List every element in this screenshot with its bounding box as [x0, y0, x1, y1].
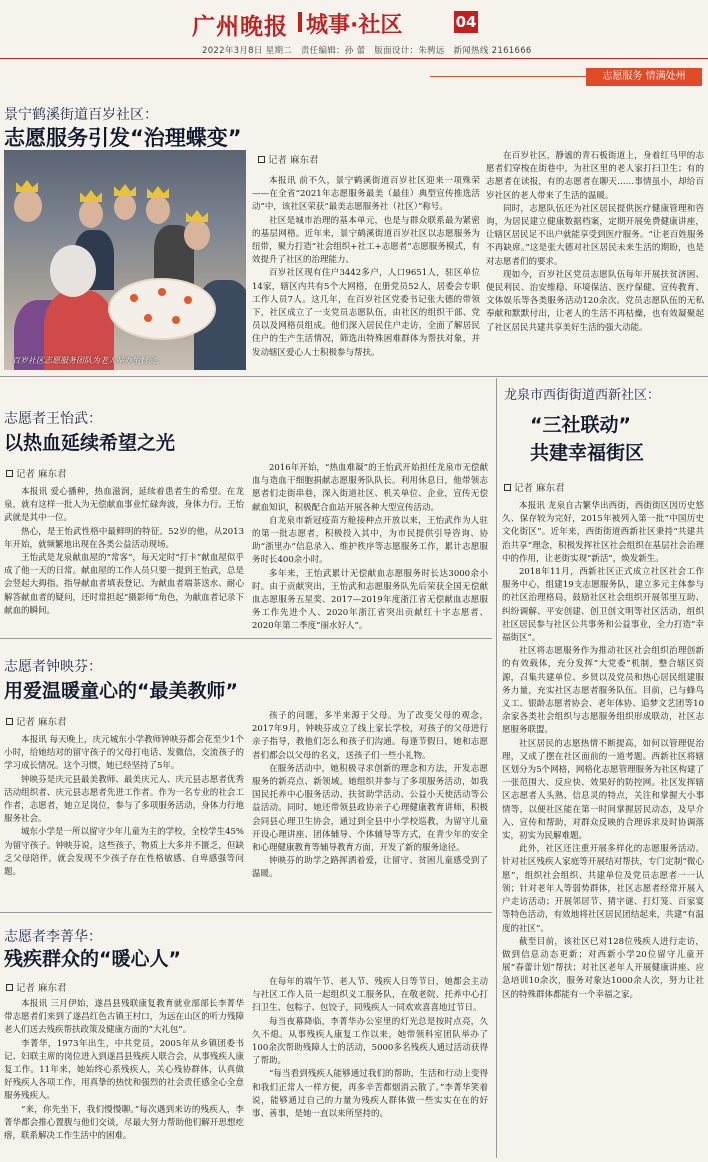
a1-column-1	[252, 175, 480, 370]
a5-paragraph: 此外，社区还注重开展多样化的志愿服务活动。针对社区残疾人家庭等开展结对帮扶，专门定制“微心愿”，组织社会组织、共建单位及党员志愿者一一认领；针对老年人等弱势群体，社区志愿者经常开展入户走访活动；开展邻居节、猜字谜、打灯笼、百家宴等特色活动，有效地将社区居民团结起来，共建“有温度的社区”。	[502, 844, 704, 934]
a3-paragraph: 在服务活动中，她积极寻求创新的理念和方法，开发志愿服务的新亮点、新领域。她组织并参与了多项服务活动，如我国民托养中心服务活动、扶贫助学活动、公益小天使活动等公益活动。同时，她还带领县政协亲子心理健康教育讲师，积极会同县心理卫生协会，通过到全县中小学校巡教，为留守儿童开设心理讲座、团体辅导、个体辅导等方式，在青少年的安全和心理健康教育等辅导教育方面，开发了新的服务途径。	[252, 763, 488, 854]
a5-paragraph: 社区居民的志愿热情不断提高，如何以管理促治理，又成了摆在社区面前的一道考题。西新社区将辖区划分为5个网格，网格化志愿管理服务为社区构建了一张范围大、反应快、效果好的防控网。社区发挥辖区志愿者人头熟、信息灵的特点，关注和掌握大小事情等，以便社区能在第一时间掌握居民动态，及早介入、宣传和帮助，对群众反映的合理诉求及时协调落实，初实为民解难题。	[502, 738, 704, 842]
birthday-party-photo	[4, 150, 246, 370]
a1-paragraph: 同时，志愿队伍还为社区居民提供医疗健康管理和咨询，为居民建立健康数据档案，定期开展免费健康讲座，让辖区居民足不出户就能享受到医疗服务。“让老百姓服务不再缺席。”这是张大德对社区居民未来生活的期盼，也是对志愿者们的要求。	[486, 203, 704, 267]
a3-subtitle: 志愿者钟映芬：	[4, 659, 102, 675]
a1-paragraph: 在百岁社区，静谧的青石板街道上，身着红马甲的志愿者们穿梭在街巷中，为社区里的老人家打扫卫生；有的志愿者在读报，有的志愿者在聊天……事情虽小，却给百岁社区的老人带来了生活的温暖。	[486, 151, 704, 201]
section-divider	[0, 376, 708, 377]
banner-rule	[430, 76, 586, 77]
a2-paragraph: 热心，是王怡武性格中最鲜明的特征。52岁的他，从2013年开始，就频繁地出现在各类公益活动现场。	[4, 526, 244, 550]
a5-title-line1: “三社联动”	[530, 414, 631, 436]
a5-column	[502, 500, 704, 1158]
a3-reporter: 记者 麻东君	[6, 714, 67, 728]
a1-column-2	[486, 150, 704, 370]
a3-paragraph: 本报讯 每天晚上，庆元城东小学教师钟映芬都会花至少1个小时，给她结对的留守孩子的父母打电话、发微信，交流孩子的学习成长情况。这个习惯，她已经坚持了5年。	[4, 735, 244, 772]
section-divider	[0, 912, 492, 913]
header-separator	[298, 12, 302, 32]
a4-paragraph: 在每年的端午节、老人节、残疾人日等节日，她都会主动与社区工作人员一起组织义工服务队，在敬老院、托养中心打扫卫生、包粽子、包饺子，同残疾人一同欢欢喜喜地过节日。	[252, 977, 488, 1014]
a1-title: 志愿服务引发“治理蝶变”	[4, 126, 242, 150]
a5-paragraph: 2018年11月，西新社区正式成立社区社会工作服务中心，组建19支志愿服务队，建立多元主体参与的社区治理格局，鼓励社区社会组织开展邻里互助、纠纷调解、平安创建、创卫创文明等社区活动，组织社区居民参与社区公共事务和公益事业，全力打造“幸福街区”。	[502, 567, 704, 644]
a2-column-1	[4, 486, 244, 632]
a1-paragraph: 百岁社区现有住户3442多户，人口9651人，驻区单位14家，辖区内共有5个大网格，在册党员52人，居委会专职工作人员7人。这几年，在百岁社区党委书记张大德的带领下，社区成立了一支党员志愿队伍，由社区的组织干部、党员以及网格员组成。他们深入居民住户走访，全面了解居民住户的生产生活情况，筛选出特殊困难群体为帮扶对象，并发动辖区爱心人士积极参与帮扶。	[252, 268, 480, 358]
a2-paragraph: 2016年开始，“热血难凝”的王怡武开始担任龙泉市无偿献血与造血干细胞捐献志愿服务队队长。利用休息日，他带领志愿者们走街串巷，深入街道社区、机关单位、企业，宣传无偿献血知识，积极配合血站开展各种大型宣传活动。	[252, 463, 488, 513]
a4-title: 残疾群众的“暖心人”	[4, 948, 181, 970]
a5-paragraph: 本报讯 龙泉自古繁华出西街，西街街区因历史悠久、保存较为完好，2015年被列入第一批“中国历史文化街区”。近年来，西街街道西新社区秉持“共建共治共享”理念，积极发挥社区社会组织在基层社会治理中的作用，让老街实现“新活”，焕发新生。	[502, 501, 704, 564]
a5-subtitle: 龙泉市西街街道西新社区：	[504, 388, 661, 403]
a4-paragraph: 本报讯 三月伊始，遂昌县残联康复教育就业部部长李菁华带志愿者们来到了遂昌红色古镇王村口，为远在山区的听力残障老人们送去残疾帮扶政策及健康方面的“大礼包”。	[4, 999, 244, 1036]
page-number: 04	[455, 13, 477, 31]
a2-paragraph: 王怡武是龙泉献血屋的“常客”，每天定时“打卡”献血屋似乎成了他一天的日常。献血屋的工作人员只要一提到王怡武，总是会竖起大拇指。指导献血者填表登记、为献血者端茶送水、耐心解答献血者的疑问，还时常担起“摄影师”角色，为献血者记录下献血的瞬间。	[4, 553, 244, 616]
a4-column-2	[252, 976, 488, 1158]
header-rule	[0, 58, 708, 59]
a4-paragraph: “每当看到残疾人能够通过我们的帮助，生活和行动上变得和我们正常人一样方便，再多辛苦都烟消云散了。”李菁华笑着说，能够通过自己的力量为残疾人群体做一些实实在在的好事、善事，是她一直以来所坚持的。	[252, 1069, 488, 1120]
a2-column-2	[252, 462, 488, 632]
a3-title: 用爱温暖童心的“最美教师”	[4, 680, 238, 702]
a2-paragraph: 本报讯 爱心播种，热血滋润，延续着患者生的希望。在龙泉，就有这样一批人为无偿献血事业忙碌奔波，身体力行。王怡武就是其中一位。	[4, 487, 244, 524]
a5-paragraph: 截至目前，该社区已对128位残疾人进行走访，做到信息动态更新；对西新小学20位留守儿童开展“春蕾计划”帮扶；对社区老年人开展健康讲座、应急培训10余次，服务对象达1000余人次，努力让社区的特殊群体都能有一个幸福之家。	[502, 936, 704, 1000]
a1-paragraph: 现如今，百岁社区党员志愿队伍每年开展扶贫济困、便民利民、治安维稳、环境保洁、医疗保健、宣传教育、文体娱乐等各类服务活动120余次。党员志愿队伍的无私奉献和默默付出，让老人的生活不再枯燥，也有效凝聚起了社区居民共建共享美好生活的强大动能。	[486, 269, 704, 333]
a2-subtitle: 志愿者王怡武：	[4, 411, 102, 427]
a3-column-1	[4, 734, 244, 906]
a1-paragraph: 社区是城市治理的基本单元，也是与群众联系最为紧密的基层网格。近年来，景宁鹤溪街道百岁社区以志愿服务为纽带，聚力打造“社会组织+社工+志愿者”志愿服务模式，有效提升了社区的治理能力。	[252, 215, 480, 266]
column-banner: 志愿服务 情满处州	[586, 68, 702, 86]
section-title: 城事·社区	[306, 13, 403, 38]
a5-title-line2: 共建幸福街区	[530, 442, 645, 464]
section-divider	[0, 638, 492, 639]
a4-reporter: 记者 麻东君	[6, 980, 67, 994]
newspaper-logo: 广州晚报	[192, 13, 288, 40]
column-divider	[496, 378, 497, 1158]
a2-paragraph: 多年来，王怡武累计无偿献血志愿服务时长达3000余小时。由于贡献突出，王怡武和志愿服务队先后荣获全国无偿献血志愿服务五星奖、2017—2019年度浙江省无偿献血志愿服务工作先进个人、2020年浙江省突出贡献红十字志愿者、2020年第二季度“丽水好人”。	[252, 568, 488, 632]
a1-subtitle: 景宁鹤溪街道百岁社区：	[4, 107, 158, 123]
a2-title: 以热血延续希望之光	[4, 432, 176, 454]
a1-reporter: 记者 麻东君	[258, 152, 319, 166]
a1-paragraph: 本报讯 前不久，景宁鹤溪街道百岁社区迎来一项殊荣——在全省“2021年志愿服务最美（最佳）典型宣传推选活动”中，该社区荣获“最美志愿服务社（社区）”称号。	[252, 176, 480, 213]
a3-paragraph: 孩子的问题，多半来源于父母。为了改变父母的观念，2017年9月，钟映芬成立了线上家长学校，对孩子的父母进行亲子指导，教他们怎么和孩子们沟通。每逢节假日，她和志愿者们都会以父母的名义，送孩子们一些小礼物。	[252, 711, 488, 761]
photo-caption: 百岁社区志愿服务团队为老人举办生日会。	[12, 356, 164, 365]
a5-paragraph: 社区将志愿服务作为推动社区社会组织治理创新的有效载体，充分发挥“大党委”机制，整合辖区资源，召集共建单位、乡贤以及党员和热心居民组建服务力量，充实社区志愿者服务队伍。目前，已与蜂鸟义工、银龄志愿者协会、老年体协、追梦文艺团等10余家各类社会组织与志愿服务组织形成联动，社区志愿服务联盟。	[502, 646, 704, 736]
a3-paragraph: 钟映芬是庆元县最美教师、最美庆元人、庆元县志愿者优秀活动组织者、庆元县志愿者先进工作者。作为一名专业的社会工作者，志愿者，她立足岗位，参与了多项服务活动，身体力行地服务社会。	[4, 774, 244, 825]
a5-reporter: 记者 麻东君	[504, 480, 565, 494]
a2-reporter: 记者 麻东君	[6, 466, 67, 480]
a4-column-1	[4, 998, 244, 1158]
a4-subtitle: 志愿者李菁华：	[4, 929, 102, 945]
a4-paragraph: 李菁华，1973年出生，中共党员，2005年从乡镇团委书记、妇联主席的岗位进入到遂昌县残疾人联合会，从事残疾人康复工作。11年来，她始终心系残疾人，关心残协群体，认真做好残疾人各项工作，用真挚的热忱和强烈的社会责任感全心全意服务残疾人。	[4, 1038, 244, 1102]
edition-info: 2022年3月8日 星期二 责任编辑：孙 蕾 版面设计：朱骋远 新闻热线 2161666	[202, 46, 532, 56]
a2-paragraph: 自龙泉市新冠疫苗方舱接种点开放以来，王怡武作为人驻的第一批志愿者，积极投入其中，为市民提供引导咨询、协助“浙里办”信息录入、维护秩序等志愿服务工作，累计志愿服务时长400余小时。	[252, 515, 488, 566]
a3-column-2	[252, 710, 488, 906]
a4-paragraph: 每当夜幕降临，李菁华办公室里的灯光总是按时点亮，久久不熄。从事残疾人康复工作以来，她带领科室团队举办了100余次帮助残障人士的活动，5000多名残疾人通过活动获得了帮助。	[252, 1016, 488, 1067]
a3-paragraph: 钟映芬的助学之路挥洒着爱，让留守、贫困儿童感受到了温暖。	[252, 856, 488, 880]
a4-paragraph: “来，你先坐下，我们慢慢聊。”每次遇到来访的残疾人，李菁华都会推心置腹与他们交谈，尽最大努力帮助他们解开思想疙瘩，联系解决工作生活中的困难。	[4, 1104, 244, 1142]
a3-paragraph: 城东小学是一所以留守少年儿童为主的学校，全校学生45%为留守孩子。钟映芬说，这些孩子，物质上大多并不匮乏，但缺乏父母陪伴，就会发现不少孩子存在性格敏感、自卑感强等问题。	[4, 827, 244, 878]
birthday-cake	[108, 278, 216, 340]
